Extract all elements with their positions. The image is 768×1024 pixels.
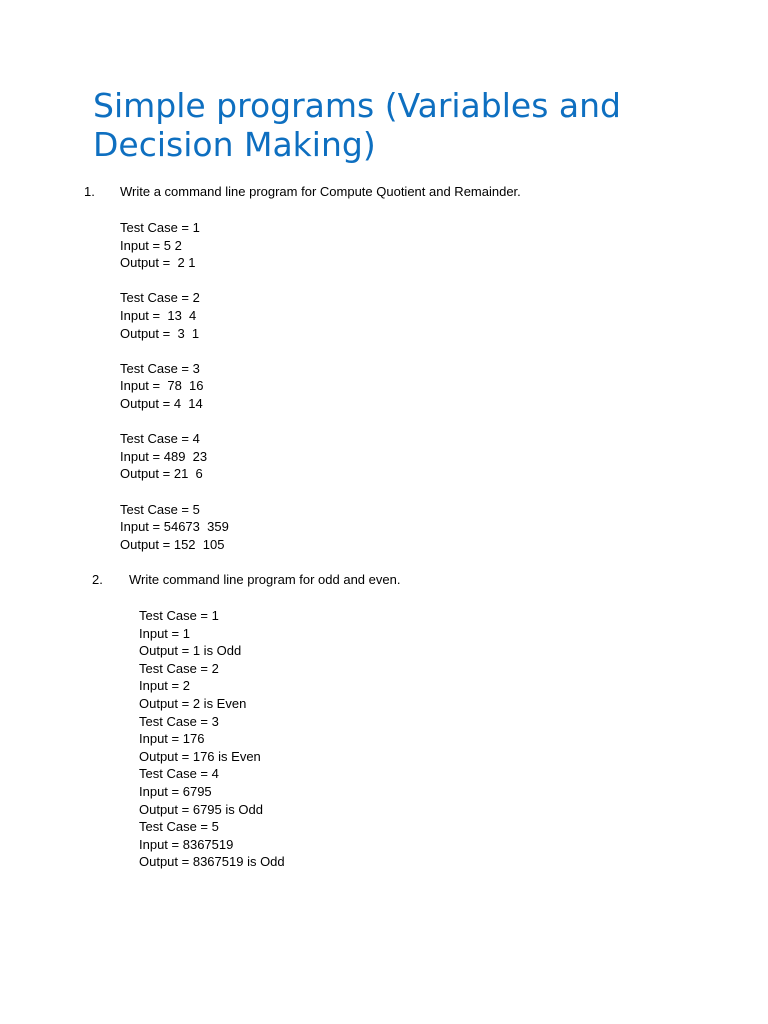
test-case-input: Input = 2 — [139, 678, 190, 694]
test-case-label: Test Case = 1 — [120, 220, 200, 235]
question-2-prompt: Write command line program for odd and even. — [129, 572, 401, 587]
test-case-input: Input = 1 — [139, 625, 190, 641]
test-case-output: Output = 21 6 — [120, 466, 203, 482]
test-case-label: Test Case = 5 — [120, 501, 200, 517]
test-case-output: Output = 3 1 — [120, 325, 200, 341]
test-case-output: Output = 4 14 — [120, 395, 203, 411]
test-case — [139, 713, 285, 766]
question-1-number: 1. — [84, 184, 95, 199]
test-case — [120, 501, 229, 554]
test-case-label: Test Case = 4 — [120, 431, 200, 447]
test-case-output: Output = 176 is Even — [139, 748, 261, 764]
test-case-output: Output = 8367519 is Odd — [139, 854, 285, 870]
test-case-input: Input = 78 16 — [120, 378, 204, 394]
test-case — [139, 765, 285, 818]
test-case-label: Test Case = 4 — [139, 766, 219, 782]
test-case-label: Test Case = 2 — [139, 660, 219, 676]
test-case-input: Input = 54673 359 — [120, 519, 229, 535]
question-1-prompt: Write a command line program for Compute Quotient and Remainder. — [120, 184, 521, 199]
test-case — [139, 607, 285, 660]
test-case-output: Output = 6795 is Odd — [139, 801, 263, 817]
test-case-label: Test Case = 1 — [139, 608, 219, 623]
test-case-label: Test Case = 2 — [120, 290, 200, 306]
test-case — [120, 430, 229, 483]
test-case-output: Output = 152 105 — [120, 536, 225, 552]
test-case-input: Input = 489 23 — [120, 448, 208, 464]
test-case-input: Input = 6795 — [139, 783, 212, 799]
test-case-input: Input = 13 4 — [120, 307, 197, 323]
test-case-output: Output = 2 is Even — [139, 695, 247, 711]
test-case-output: Output = 2 1 — [120, 255, 196, 271]
test-case — [120, 289, 229, 342]
test-case — [120, 360, 229, 413]
test-case-input: Input = 8367519 — [139, 836, 234, 852]
test-case-input: Input = 176 — [139, 731, 205, 747]
question-2-number: 2. — [92, 572, 103, 587]
test-case — [139, 818, 285, 871]
test-case-label: Test Case = 5 — [139, 819, 219, 835]
page-title: Simple programs (Variables and Decision Making) — [93, 86, 621, 164]
question-2-test-cases — [139, 607, 285, 871]
test-case-label: Test Case = 3 — [139, 713, 219, 729]
test-case — [139, 660, 285, 713]
question-1-test-cases — [120, 219, 229, 553]
test-case-output: Output = 1 is Odd — [139, 643, 242, 659]
test-case-input: Input = 5 2 — [120, 237, 182, 253]
test-case — [120, 219, 229, 272]
test-case-label: Test Case = 3 — [120, 360, 200, 376]
